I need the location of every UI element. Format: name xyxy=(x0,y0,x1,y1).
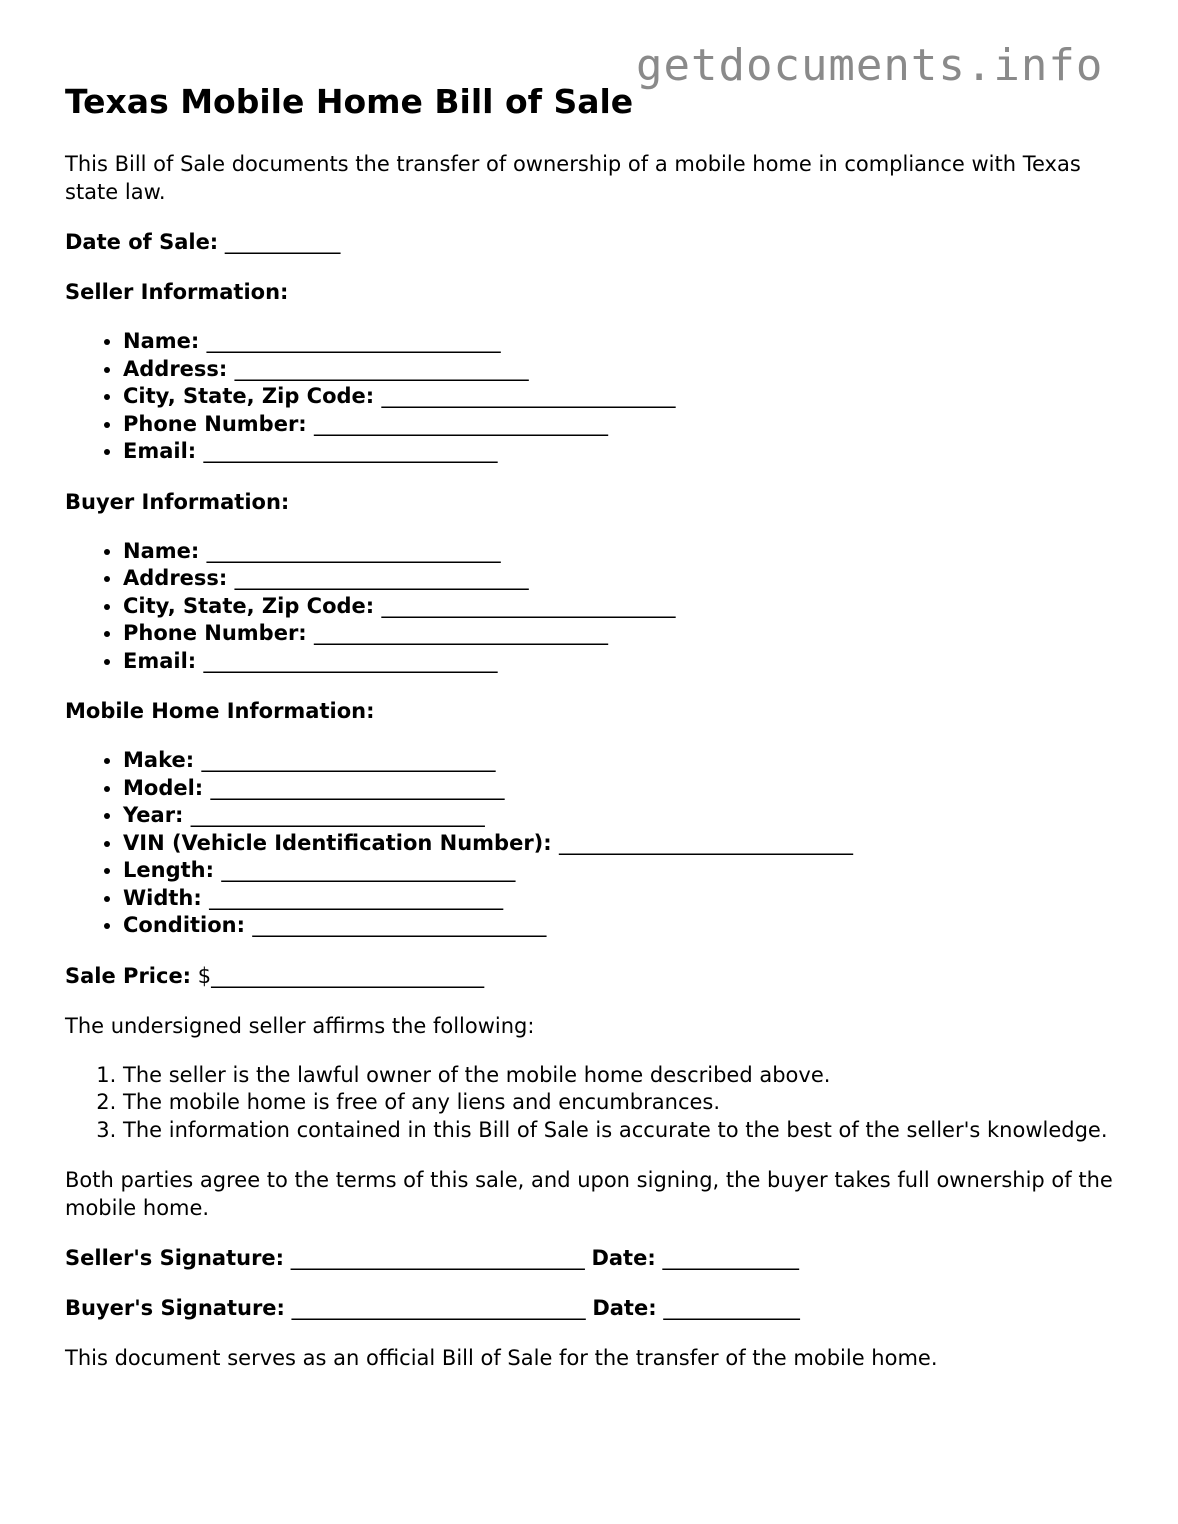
seller-name-field xyxy=(123,328,1125,356)
field-blank[interactable]: ____________________________ xyxy=(221,858,516,882)
field-blank[interactable]: ____________________________ xyxy=(206,538,501,563)
field-blank[interactable]: ____________________________ xyxy=(201,748,496,772)
field-blank[interactable]: ____________________________ xyxy=(210,775,505,800)
field-blank[interactable]: ____________________________ xyxy=(381,384,676,408)
field-label: VIN (Vehicle Identification Number): xyxy=(123,830,552,855)
seller-phone-field xyxy=(123,411,1125,439)
sale-price-blank[interactable]: $__________________________ xyxy=(197,963,485,988)
buyer-signature-row xyxy=(65,1294,1125,1322)
affirmation-item: 1. The seller is the lawful owner of the mobile home described above. xyxy=(123,1062,1125,1090)
buyer-name-field xyxy=(123,538,1125,566)
buyer-address-field xyxy=(123,565,1125,593)
seller-signature-blank[interactable]: ____________________________ xyxy=(290,1246,585,1270)
year-field xyxy=(123,802,1125,830)
condition-field xyxy=(123,912,1125,940)
make-field xyxy=(123,747,1125,775)
buyer-email-field xyxy=(123,648,1125,676)
date-of-sale-blank[interactable]: ___________ xyxy=(224,230,341,254)
field-label: Condition: xyxy=(123,913,246,937)
length-field xyxy=(123,857,1125,885)
field-blank[interactable]: ____________________________ xyxy=(381,593,676,618)
field-label: Name: xyxy=(123,538,200,563)
buyer-fields xyxy=(65,538,1125,676)
date-of-sale-field xyxy=(65,228,1125,256)
field-label: Phone Number: xyxy=(123,621,307,645)
model-field xyxy=(123,775,1125,803)
field-label: Address: xyxy=(123,566,228,590)
seller-city-state-zip-field xyxy=(123,383,1125,411)
seller-heading: Seller Information: xyxy=(65,280,289,304)
document-page xyxy=(65,80,1125,1372)
field-blank[interactable]: ____________________________ xyxy=(190,803,485,827)
field-blank[interactable]: ____________________________ xyxy=(206,329,501,353)
field-blank[interactable]: ____________________________ xyxy=(203,439,498,463)
affirmation-item: 3. The information contained in this Bill of Sale is accurate to the best of the seller's knowledge. xyxy=(123,1117,1125,1145)
seller-email-field xyxy=(123,438,1125,466)
date-of-sale-label: Date of Sale: xyxy=(65,230,219,254)
field-blank[interactable]: ____________________________ xyxy=(314,411,609,436)
seller-signature-label: Seller's Signature: xyxy=(65,1246,285,1270)
affirm-intro: The undersigned seller affirms the following: xyxy=(65,1013,535,1038)
affirmations-list xyxy=(65,1062,1125,1145)
closing-statement: This document serves as an official Bill of Sale for the transfer of the mobile home. xyxy=(65,1346,938,1370)
field-label: Name: xyxy=(123,329,200,353)
field-label: Length: xyxy=(123,858,214,882)
width-field xyxy=(123,885,1125,913)
seller-address-field xyxy=(123,356,1125,384)
seller-date-blank[interactable]: _____________ xyxy=(662,1246,799,1270)
buyer-date-blank[interactable]: _____________ xyxy=(663,1296,800,1320)
field-blank[interactable]: ____________________________ xyxy=(558,830,853,855)
buyer-heading: Buyer Information: xyxy=(65,489,290,514)
affirmation-item: 2. The mobile home is free of any liens and encumbrances. xyxy=(123,1089,1125,1117)
intro-paragraph: This Bill of Sale documents the transfer of ownership of a mobile home in compliance with Texas state law. xyxy=(65,152,1081,204)
agreement-paragraph: Both parties agree to the terms of this sale, and upon signing, the buyer takes full ownership of the mobile home. xyxy=(65,1168,1113,1220)
field-label: Make: xyxy=(123,748,195,772)
field-label: City, State, Zip Code: xyxy=(123,384,375,408)
buyer-city-state-zip-field xyxy=(123,593,1125,621)
field-blank[interactable]: ____________________________ xyxy=(234,566,529,590)
sale-price-field xyxy=(65,962,1125,990)
field-label: Width: xyxy=(123,885,202,910)
field-blank[interactable]: ____________________________ xyxy=(234,356,529,381)
field-label: Email: xyxy=(123,439,197,463)
field-label: Email: xyxy=(123,648,197,673)
buyer-signature-blank[interactable]: ____________________________ xyxy=(291,1296,586,1320)
field-label: Phone Number: xyxy=(123,411,307,436)
seller-signature-row xyxy=(65,1244,1125,1272)
seller-date-label: Date: xyxy=(591,1246,656,1270)
buyer-date-label: Date: xyxy=(592,1296,657,1320)
field-label: Year: xyxy=(123,803,184,827)
watermark: getdocuments.info xyxy=(636,40,1104,91)
buyer-signature-label: Buyer's Signature: xyxy=(65,1296,285,1320)
mobile-home-heading: Mobile Home Information: xyxy=(65,699,375,723)
field-blank[interactable]: ____________________________ xyxy=(314,621,609,645)
seller-fields xyxy=(65,328,1125,466)
field-blank[interactable]: ____________________________ xyxy=(209,885,504,910)
field-blank[interactable]: ____________________________ xyxy=(252,913,547,937)
mobile-home-fields xyxy=(65,747,1125,940)
buyer-phone-field xyxy=(123,620,1125,648)
page-title: Texas Mobile Home Bill of Sale xyxy=(65,82,634,121)
sale-price-label: Sale Price: xyxy=(65,963,192,988)
field-label: Model: xyxy=(123,775,204,800)
field-label: Address: xyxy=(123,356,228,381)
field-label: City, State, Zip Code: xyxy=(123,593,375,618)
vin-field xyxy=(123,830,1125,858)
field-blank[interactable]: ____________________________ xyxy=(203,648,498,673)
